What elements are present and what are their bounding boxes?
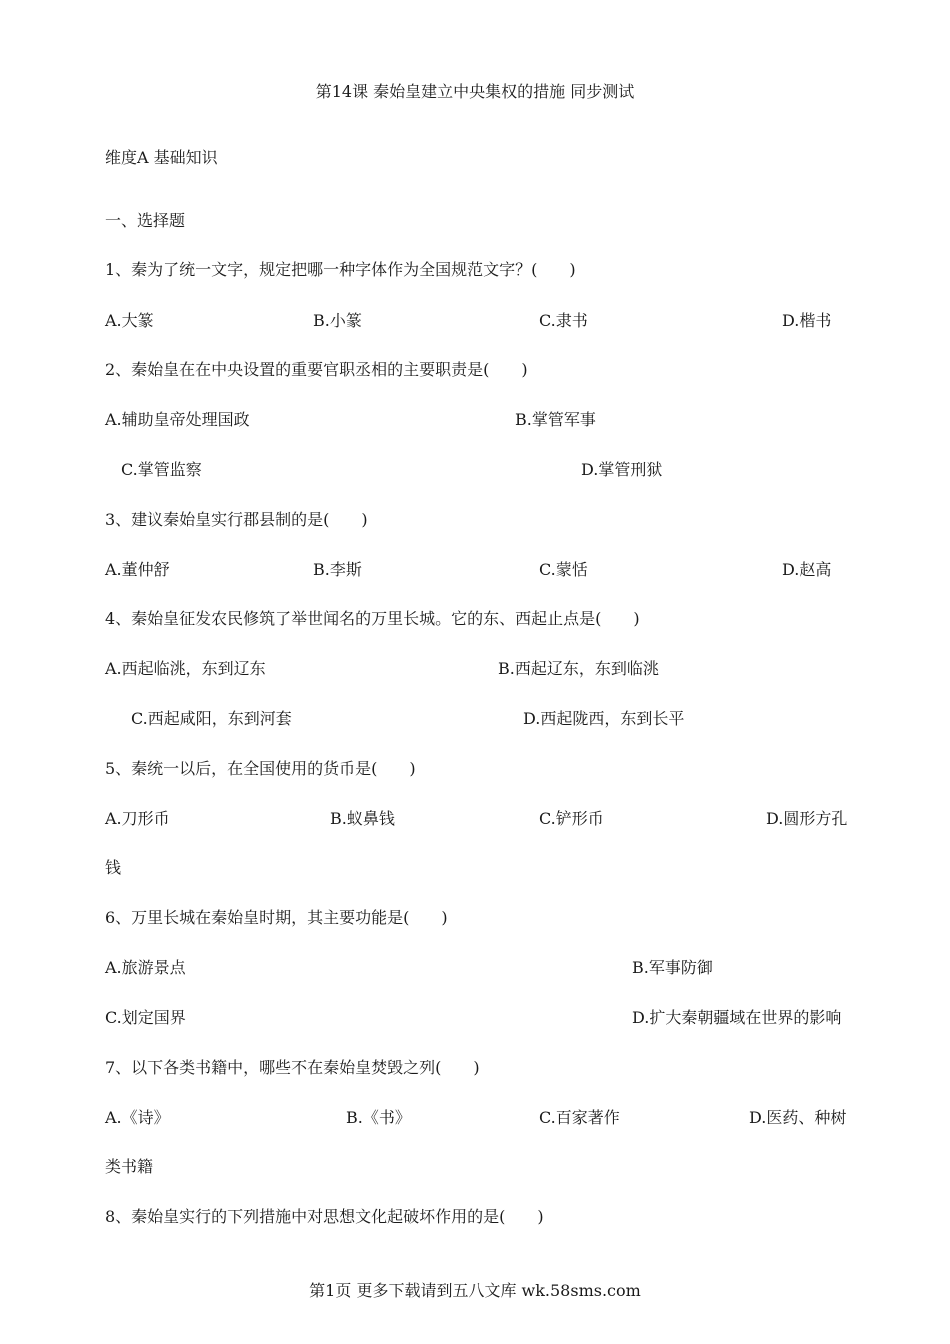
question-5-option-a: A.刀形币	[105, 809, 170, 828]
question-1-option-c: C.隶书	[539, 311, 588, 330]
question-5-option-d-continuation: 钱	[105, 858, 122, 877]
question-2-stem: 2、秦始皇在在中央设置的重要官职丞相的主要职责是( )	[105, 360, 528, 379]
question-4-stem: 4、秦始皇征发农民修筑了举世闻名的万里长城。它的东、西起止点是( )	[105, 609, 640, 628]
question-7-option-b: B.《书》	[346, 1108, 411, 1127]
question-3-option-a: A.董仲舒	[105, 560, 170, 579]
question-7-option-d-continuation: 类书籍	[105, 1157, 154, 1176]
question-3-stem: 3、建议秦始皇实行郡县制的是( )	[105, 510, 368, 529]
question-4-option-b: B.西起辽东，东到临洮	[498, 659, 659, 678]
question-4-option-c: C.西起咸阳，东到河套	[131, 709, 292, 728]
question-6-option-d: D.扩大秦朝疆域在世界的影响	[632, 1008, 842, 1027]
question-2-option-b: B.掌管军事	[515, 410, 596, 429]
question-7-option-d: D.医药、种树	[749, 1108, 847, 1127]
section-heading: 一、选择题	[105, 211, 186, 230]
question-5-option-b: B.蚁鼻钱	[330, 809, 395, 828]
question-8-stem: 8、秦始皇实行的下列措施中对思想文化起破坏作用的是( )	[105, 1207, 544, 1226]
question-7-option-c: C.百家著作	[539, 1108, 620, 1127]
question-2-option-a: A.辅助皇帝处理国政	[105, 410, 250, 429]
question-2-option-d: D.掌管刑狱	[581, 460, 663, 479]
question-1-option-d: D.楷书	[782, 311, 832, 330]
question-3-option-b: B.李斯	[313, 560, 362, 579]
dimension-heading: 维度A 基础知识	[105, 148, 218, 167]
question-5-option-c: C.铲形币	[539, 809, 604, 828]
question-5-option-d: D.圆形方孔	[766, 809, 848, 828]
question-2-option-c: C.掌管监察	[121, 460, 202, 479]
question-6-option-c: C.划定国界	[105, 1008, 186, 1027]
question-3-option-d: D.赵高	[782, 560, 832, 579]
question-3-option-c: C.蒙恬	[539, 560, 588, 579]
question-6-option-a: A.旅游景点	[105, 958, 186, 977]
question-6-stem: 6、万里长城在秦始皇时期，其主要功能是( )	[105, 908, 448, 927]
question-4-option-d: D.西起陇西，东到长平	[523, 709, 685, 728]
question-6-option-b: B.军事防御	[632, 958, 713, 977]
page-title: 第14课 秦始皇建立中央集权的措施 同步测试	[315, 82, 635, 101]
question-1-stem: 1、秦为了统一文字，规定把哪一种字体作为全国规范文字？( )	[105, 260, 576, 279]
question-5-stem: 5、秦统一以后，在全国使用的货币是( )	[105, 759, 416, 778]
question-7-stem: 7、以下各类书籍中，哪些不在秦始皇焚毁之列( )	[105, 1058, 480, 1077]
page-footer: 第1页 更多下载请到五八文库 wk.58sms.com	[309, 1281, 641, 1300]
question-7-option-a: A.《诗》	[105, 1108, 170, 1127]
question-1-option-b: B.小篆	[313, 311, 362, 330]
question-1-option-a: A.大篆	[105, 311, 154, 330]
question-4-option-a: A.西起临洮，东到辽东	[105, 659, 266, 678]
